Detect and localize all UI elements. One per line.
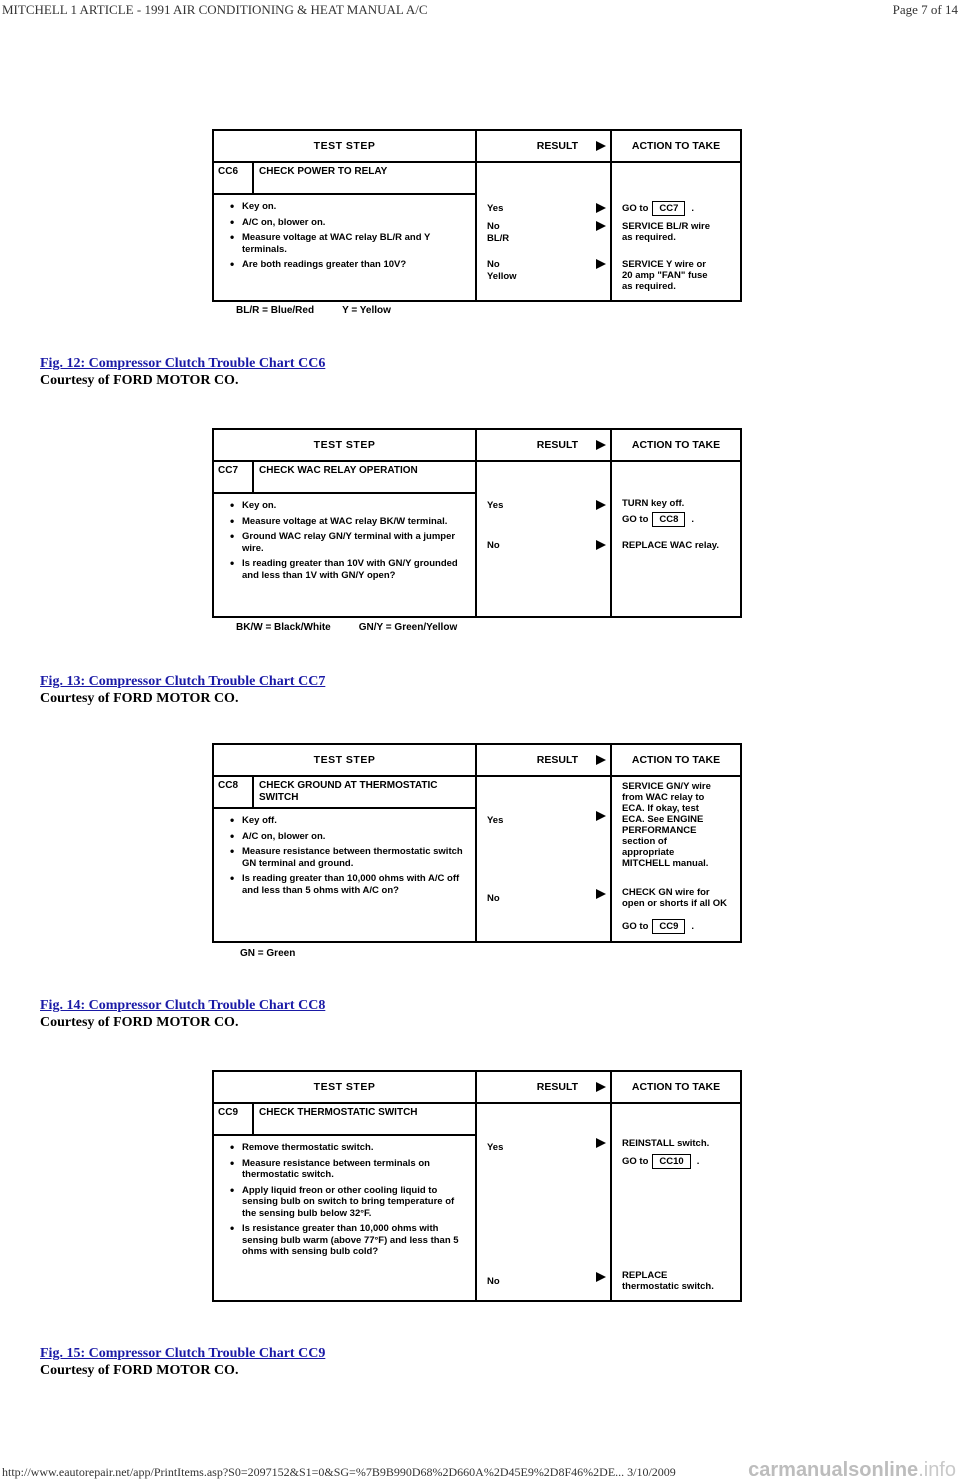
arrow-right-icon xyxy=(596,141,606,151)
col-result xyxy=(477,745,612,775)
step-header xyxy=(214,462,475,494)
result-no: No xyxy=(487,540,500,551)
arrow-right-icon xyxy=(596,811,606,821)
trouble-chart-cc9 xyxy=(212,1070,742,1302)
result-no: No xyxy=(487,893,500,904)
step-header xyxy=(214,777,475,809)
col-test-step: TEST STEP xyxy=(214,430,477,460)
action-text: TURN key off. xyxy=(622,498,685,509)
goto-reference xyxy=(622,512,694,527)
col-action: ACTION TO TAKE xyxy=(631,754,721,766)
step-item: • Is reading greater than 10,000 ohms with A/C off and less than 5 ohms with A/C on? xyxy=(230,873,469,896)
arrow-right-icon xyxy=(596,259,606,269)
legend-item: GN = Green xyxy=(240,948,296,959)
step-item: • Remove thermostatic switch. xyxy=(230,1142,469,1154)
step-title: CHECK THERMOSTATIC SWITCH xyxy=(259,1107,418,1118)
chart-header xyxy=(214,131,740,163)
figure-courtesy: Courtesy of FORD MOTOR CO. xyxy=(40,373,239,388)
step-header xyxy=(214,163,475,195)
result-column xyxy=(477,163,612,300)
step-item: • A/C on, blower on. xyxy=(230,831,469,843)
step-code: CC7 xyxy=(214,462,254,492)
step-code: CC9 xyxy=(214,1104,254,1134)
col-result xyxy=(477,131,612,161)
step-title: CHECK POWER TO RELAY xyxy=(259,166,388,177)
action-text: SERVICE GN/Y wire from WAC relay to ECA. If okay, test ECA. See ENGINE PERFORMANCE section of appropriate MITCHELL manual. xyxy=(622,781,711,869)
col-action: ACTION TO TAKE xyxy=(631,1081,721,1093)
result-yes: Yes xyxy=(487,815,504,826)
step-item: • Key on. xyxy=(230,201,469,213)
trouble-chart-cc7 xyxy=(212,428,742,618)
figure-caption-link[interactable]: Fig. 15: Compressor Clutch Trouble Chart CC9 xyxy=(40,1346,326,1361)
wire-legend xyxy=(236,305,419,316)
step-item: • Is reading greater than 10V with GN/Y grounded and less than 1V with GN/Y open? xyxy=(230,558,469,581)
action-text: REINSTALL switch. xyxy=(622,1138,710,1149)
trouble-chart-cc6 xyxy=(212,129,742,302)
action-text: REPLACE thermostatic switch. xyxy=(622,1270,714,1292)
figure-caption-link[interactable]: Fig. 14: Compressor Clutch Trouble Chart CC8 xyxy=(40,998,326,1013)
page-number: Page 7 of 14 xyxy=(892,2,958,17)
legend-item: BK/W = Black/White xyxy=(236,622,331,633)
step-list xyxy=(214,809,475,906)
legend-item: BL/R = Blue/Red xyxy=(236,305,315,316)
page-header-title: MITCHELL 1 ARTICLE - 1991 AIR CONDITIONING & HEAT MANUAL A/C xyxy=(2,2,428,17)
legend-item: Y = Yellow xyxy=(342,305,391,316)
wire-legend xyxy=(236,622,485,633)
action-column xyxy=(612,1104,740,1300)
figure-courtesy: Courtesy of FORD MOTOR CO. xyxy=(40,691,239,706)
col-result-label: RESULT xyxy=(536,439,578,451)
goto-label: GO to xyxy=(622,1156,649,1167)
goto-step-box: CC8 xyxy=(652,512,685,527)
arrow-right-icon xyxy=(596,1272,606,1282)
step-item: • Measure resistance between terminals on thermostatic switch. xyxy=(230,1158,469,1181)
step-list xyxy=(214,195,475,281)
arrow-right-icon xyxy=(596,440,606,450)
step-item: • Key on. xyxy=(230,500,469,512)
goto-label: GO to xyxy=(622,514,649,525)
goto-step-box: CC7 xyxy=(652,201,685,216)
arrow-right-icon xyxy=(596,755,606,765)
col-action: ACTION TO TAKE xyxy=(631,140,721,152)
arrow-right-icon xyxy=(596,221,606,231)
trouble-chart-cc8 xyxy=(212,743,742,943)
figure-caption-link[interactable]: Fig. 12: Compressor Clutch Trouble Chart CC6 xyxy=(40,356,326,371)
step-item: • Measure resistance between thermostatic switch GN terminal and ground. xyxy=(230,846,469,869)
wire-legend xyxy=(240,948,323,959)
goto-label: GO to xyxy=(622,921,649,932)
result-no: No BL/R xyxy=(487,221,510,244)
step-item: • Ground WAC relay GN/Y terminal with a jumper wire. xyxy=(230,531,469,554)
col-result xyxy=(477,1072,612,1102)
goto-reference xyxy=(622,1154,699,1169)
goto-reference xyxy=(622,201,694,216)
action-column xyxy=(612,462,740,616)
step-title: CHECK WAC RELAY OPERATION xyxy=(259,465,418,476)
result-no: No xyxy=(487,1276,500,1287)
action-column xyxy=(612,163,740,300)
step-item: • Are both readings greater than 10V? xyxy=(230,259,469,271)
goto-period: . xyxy=(696,1156,700,1167)
action-text: REPLACE WAC relay. xyxy=(622,540,719,551)
col-test-step: TEST STEP xyxy=(214,745,477,775)
arrow-right-icon xyxy=(596,500,606,510)
col-test-step: TEST STEP xyxy=(214,131,477,161)
step-item: • Apply liquid freon or other cooling liquid to sensing bulb on switch to bring temperature of the sensing bulb below 32°F. xyxy=(230,1185,469,1220)
footer-url: http://www.eautorepair.net/app/PrintItems.asp?S0=2097152&S1=0&SG=%7B9B990D68%2D660A%2D45E9%2D8F46%2DE... 3/10/2009 xyxy=(2,1465,676,1479)
chart-header xyxy=(214,745,740,777)
arrow-right-icon xyxy=(596,889,606,899)
result-yes: Yes xyxy=(487,1142,504,1153)
col-test-step: TEST STEP xyxy=(214,1072,477,1102)
goto-period: . xyxy=(691,203,695,214)
step-item: • Measure voltage at WAC relay BL/R and Y terminals. xyxy=(230,232,469,255)
goto-step-box: CC10 xyxy=(652,1154,690,1169)
arrow-right-icon xyxy=(596,1082,606,1092)
watermark-name: carmanualsonline xyxy=(748,1459,919,1481)
site-watermark xyxy=(748,1459,956,1482)
step-title: CHECK GROUND AT THERMOSTATIC SWITCH xyxy=(259,780,438,803)
chart-header xyxy=(214,430,740,462)
step-item: • Is resistance greater than 10,000 ohms with sensing bulb warm (above 77°F) and less than 5 ohms with sensing bulb cold? xyxy=(230,1223,469,1258)
arrow-right-icon xyxy=(596,1138,606,1148)
figure-courtesy: Courtesy of FORD MOTOR CO. xyxy=(40,1015,239,1030)
step-item: • Measure voltage at WAC relay BK/W terminal. xyxy=(230,516,469,528)
step-list xyxy=(214,1136,475,1268)
figure-caption-link[interactable]: Fig. 13: Compressor Clutch Trouble Chart CC7 xyxy=(40,674,326,689)
action-text: SERVICE BL/R wire as required. xyxy=(622,221,710,243)
result-column xyxy=(477,777,612,941)
goto-reference xyxy=(622,919,694,934)
result-column xyxy=(477,1104,612,1300)
result-no: No Yellow xyxy=(487,259,517,282)
goto-label: GO to xyxy=(622,203,649,214)
goto-step-box: CC9 xyxy=(652,919,685,934)
step-item: • Key off. xyxy=(230,815,469,827)
step-list xyxy=(214,494,475,591)
figure-courtesy: Courtesy of FORD MOTOR CO. xyxy=(40,1363,239,1378)
goto-period: . xyxy=(691,921,695,932)
action-text: SERVICE Y wire or 20 amp "FAN" fuse as required. xyxy=(622,259,708,292)
arrow-right-icon xyxy=(596,540,606,550)
result-yes: Yes xyxy=(487,500,504,511)
result-yes: Yes xyxy=(487,203,504,214)
watermark-suffix: .info xyxy=(918,1459,956,1481)
legend-item: GN/Y = Green/Yellow xyxy=(358,622,458,633)
arrow-right-icon xyxy=(596,203,606,213)
col-action: ACTION TO TAKE xyxy=(631,439,721,451)
col-result-label: RESULT xyxy=(536,1081,578,1093)
chart-header xyxy=(214,1072,740,1104)
result-column xyxy=(477,462,612,616)
col-result-label: RESULT xyxy=(536,754,578,766)
step-header xyxy=(214,1104,475,1136)
step-code: CC8 xyxy=(214,777,254,807)
action-column xyxy=(612,777,740,941)
action-text: CHECK GN wire for open or shorts if all OK xyxy=(622,887,728,909)
col-result-label: RESULT xyxy=(536,140,578,152)
step-code: CC6 xyxy=(214,163,254,193)
col-result xyxy=(477,430,612,460)
step-item: • A/C on, blower on. xyxy=(230,217,469,229)
goto-period: . xyxy=(691,514,695,525)
